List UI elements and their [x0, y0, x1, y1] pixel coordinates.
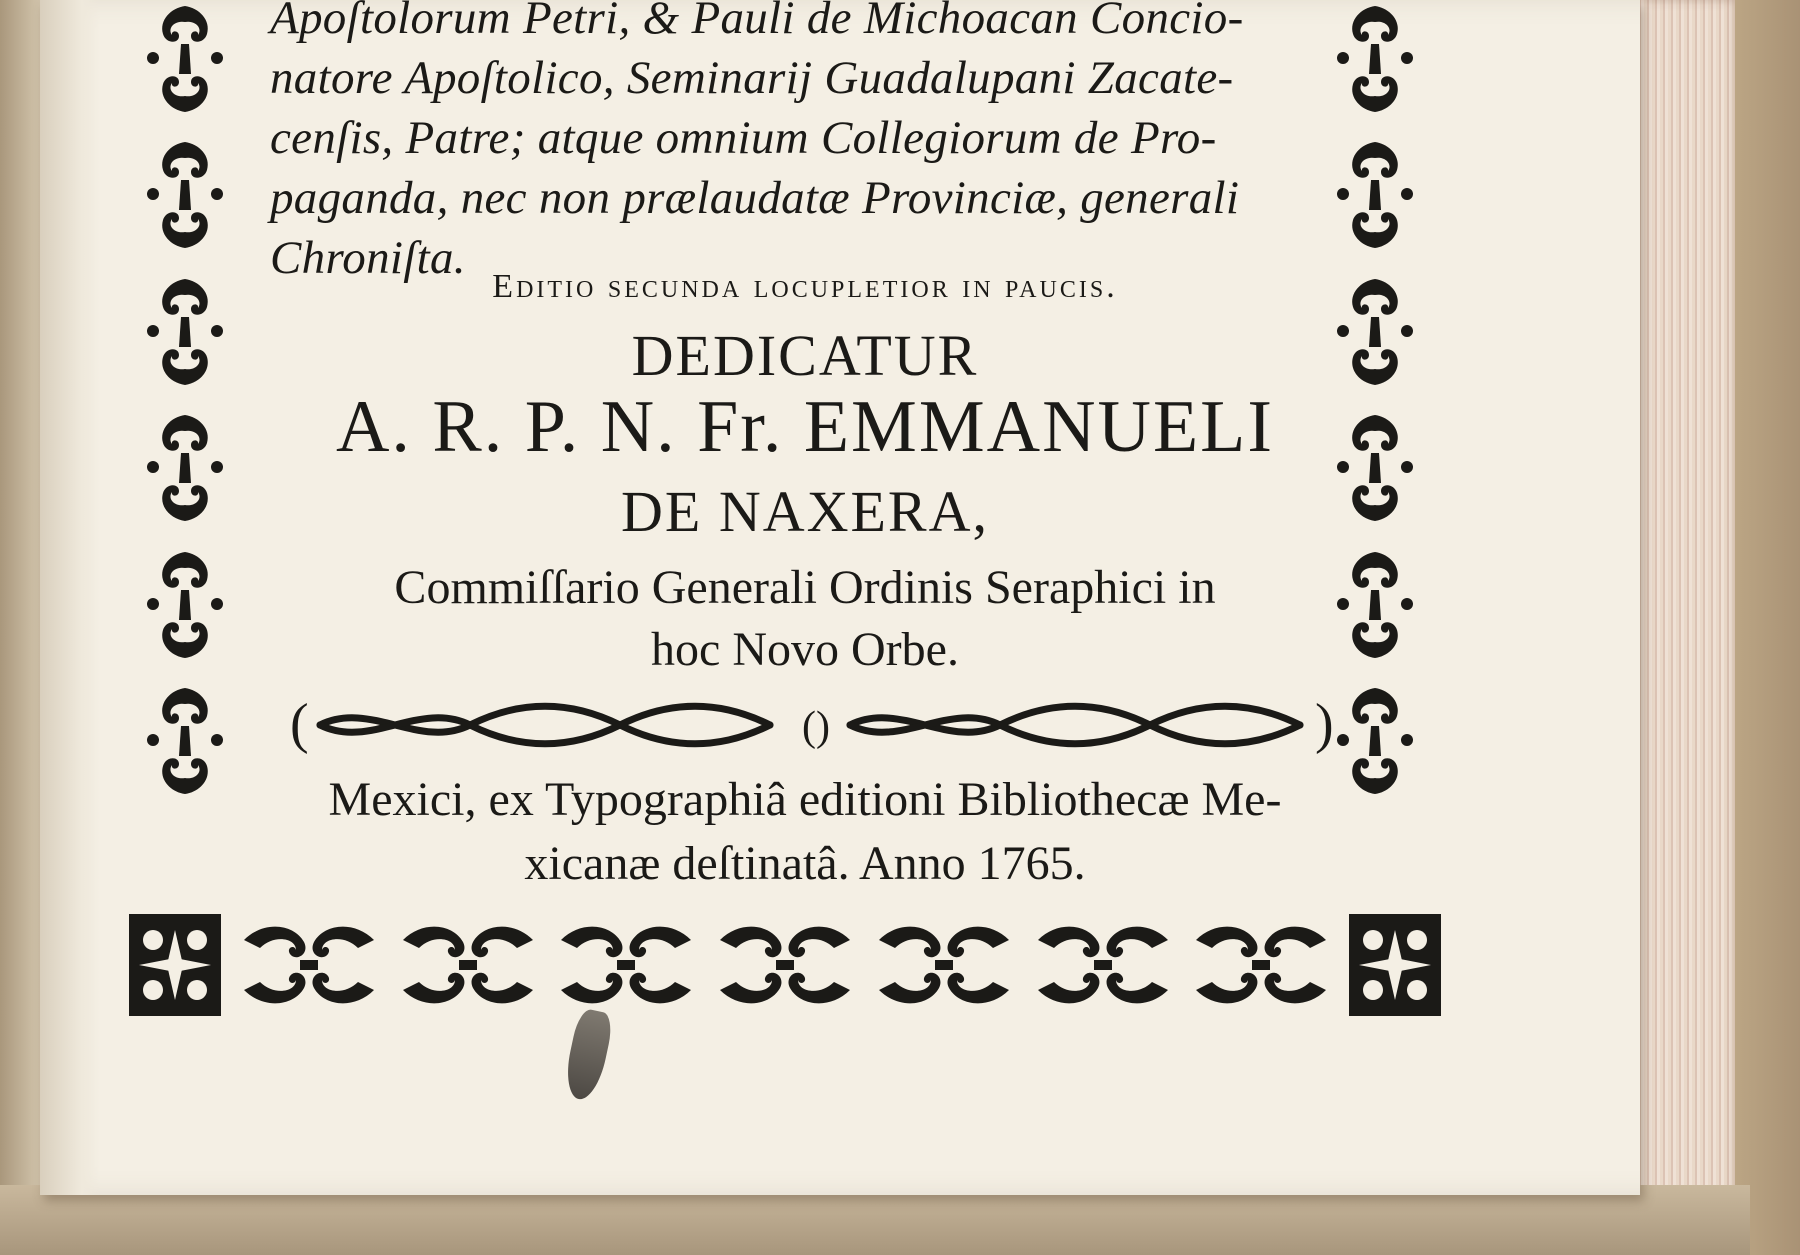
scroll-flourish-icon	[141, 273, 229, 391]
scroll-flourish-icon	[869, 910, 1019, 1020]
svg-text:(: (	[290, 693, 309, 755]
scroll-flourish-icon	[1186, 910, 1336, 1020]
text-line: Apoſtolorum Petri, & Pauli de Michoacan Concio-	[270, 0, 1244, 44]
fleuron-block-icon	[1345, 910, 1445, 1020]
scroll-flourish-icon	[1331, 136, 1419, 254]
twisted-rope-rule-icon	[290, 690, 1340, 760]
svg-text:): )	[1315, 693, 1334, 755]
text-line: paganda, nec non prælaudatæ Provinciæ, generali	[270, 172, 1240, 224]
scroll-flourish-icon	[1331, 682, 1419, 800]
scroll-flourish-icon	[141, 0, 229, 118]
office-line: hoc Novo Orbe.	[651, 623, 959, 676]
text-line: cenſis, Patre; atque omnium Collegiorum de Pro-	[270, 112, 1217, 164]
office-line: Commiſſario Generali Ordinis Seraphici in	[394, 561, 1216, 614]
fleuron-block-icon	[125, 910, 225, 1020]
title-page	[40, 0, 1640, 1195]
scroll-flourish-icon	[1331, 0, 1419, 118]
imprint-line: xicanæ deſtinatâ. Anno 1765.	[524, 837, 1086, 890]
scroll-flourish-icon	[710, 910, 860, 1020]
page-gutter	[40, 0, 100, 1195]
book-cover-edge	[0, 1185, 1750, 1255]
scroll-flourish-icon	[551, 910, 701, 1020]
dedication-heading: DEDICATUR	[631, 323, 979, 388]
dedicatee-surname: DE NAXERA,	[621, 479, 989, 544]
scroll-flourish-icon	[393, 910, 543, 1020]
scroll-flourish-icon	[141, 409, 229, 527]
text-line: natore Apoſtolico, Seminarij Guadalupani Zacate-	[270, 52, 1234, 104]
svg-text:(): ()	[802, 704, 830, 750]
bottom-ornamental-border	[125, 900, 1445, 1030]
author-description	[270, 0, 1340, 288]
edition-line: Editio secunda locupletior in paucis.	[492, 268, 1118, 305]
scroll-flourish-icon	[141, 136, 229, 254]
left-ornamental-border	[130, 0, 240, 800]
scroll-flourish-icon	[234, 910, 384, 1020]
scroll-flourish-icon	[141, 682, 229, 800]
dedicatee-name: A. R. P. N. Fr. EMMANUELI	[335, 386, 1275, 468]
scroll-flourish-icon	[1331, 409, 1419, 527]
scroll-flourish-icon	[1331, 273, 1419, 391]
scroll-flourish-icon	[141, 546, 229, 664]
scroll-flourish-icon	[1331, 546, 1419, 664]
text-line: Chroniſta.	[270, 232, 466, 284]
imprint-line: Mexici, ex Typographiâ editioni Bibliothecæ Me-	[328, 773, 1282, 826]
scroll-flourish-icon	[1028, 910, 1178, 1020]
